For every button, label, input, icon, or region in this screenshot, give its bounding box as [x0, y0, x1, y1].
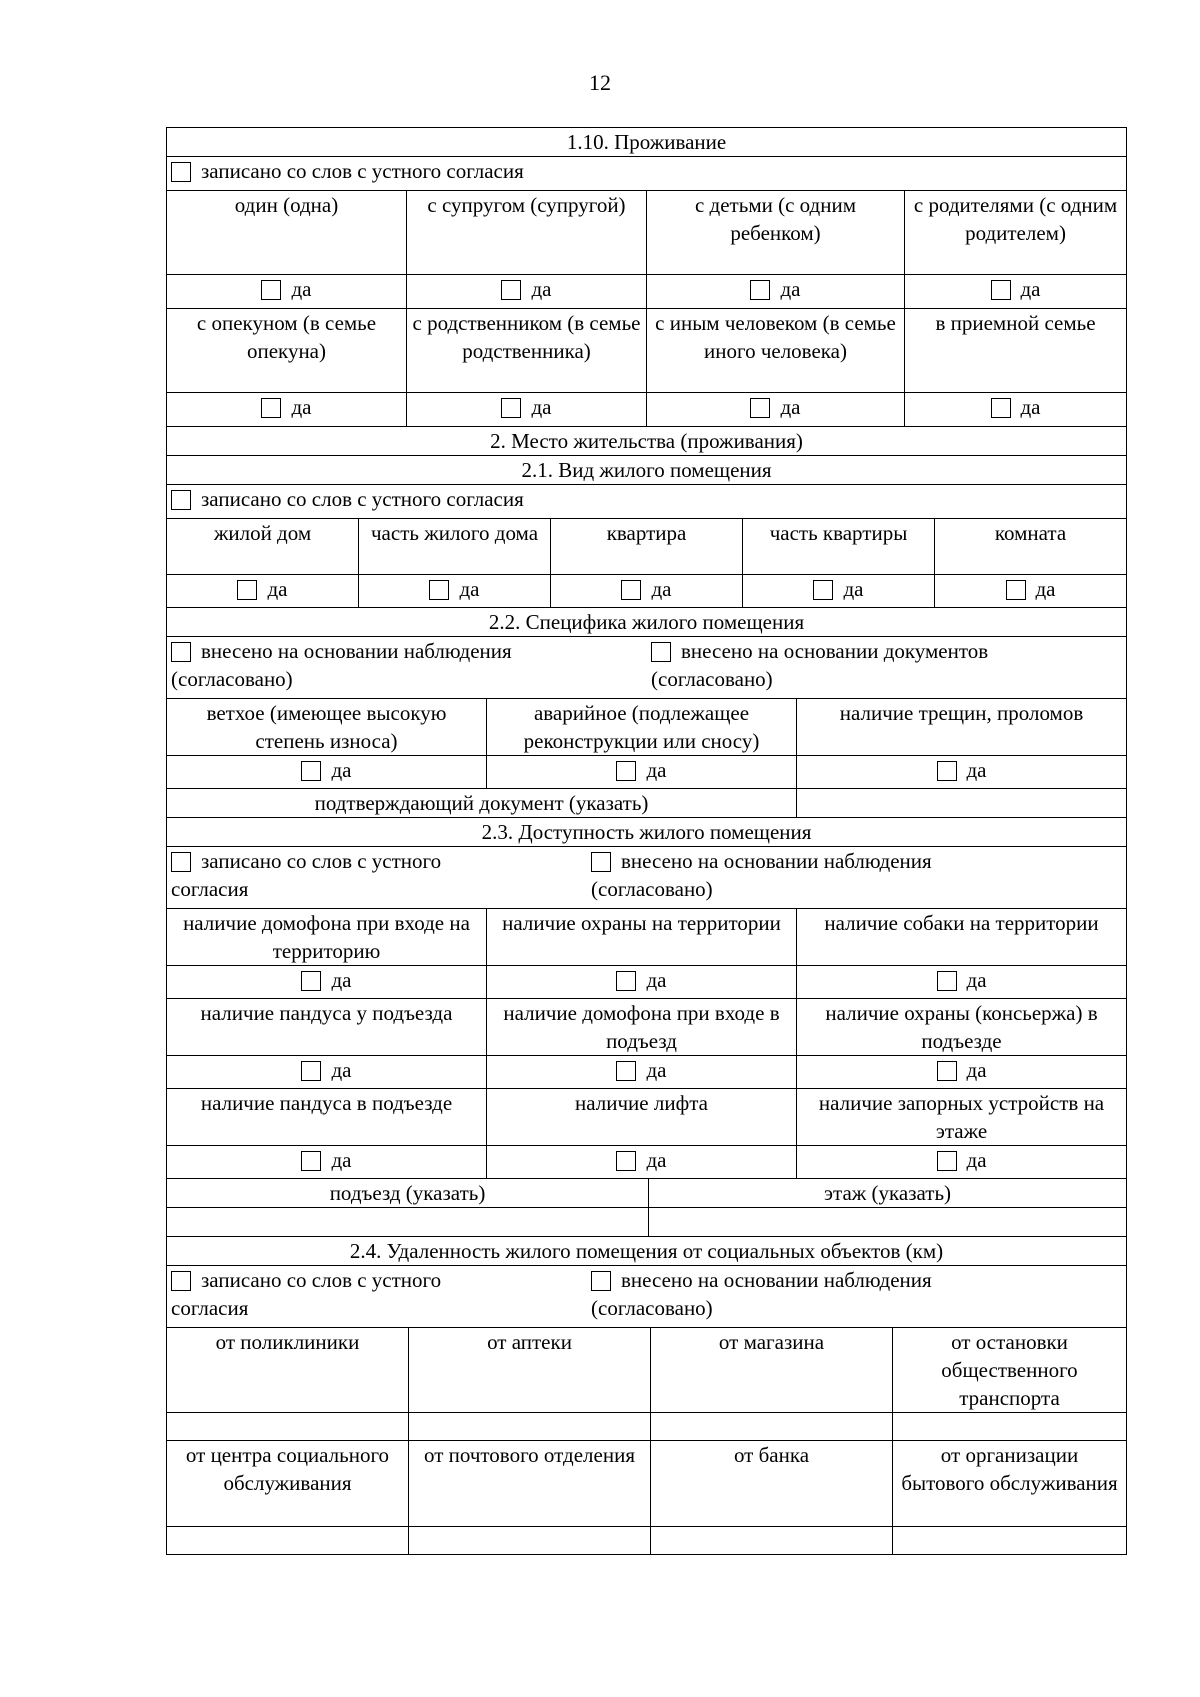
distance-input[interactable]	[167, 1413, 409, 1441]
yes-cell: да	[647, 393, 905, 427]
observation-option: внесено на основании наблюдения (согласовано)	[591, 849, 932, 901]
option-label: наличие пандуса в подъезде	[167, 1089, 487, 1146]
yes-cell: да	[647, 275, 905, 309]
checkbox[interactable]	[301, 1151, 321, 1171]
checkbox[interactable]	[301, 761, 321, 781]
yes-cell: да	[359, 575, 551, 608]
checkbox[interactable]	[171, 1271, 191, 1291]
source-row	[167, 1266, 1127, 1328]
checkbox[interactable]	[171, 162, 191, 182]
entrance-input[interactable]	[167, 1208, 649, 1237]
checkbox[interactable]	[616, 761, 636, 781]
yes-cell: да	[797, 1146, 1127, 1179]
checkbox[interactable]	[171, 852, 191, 872]
option-label: наличие охраны (консьержа) в подъезде	[797, 999, 1127, 1056]
yes-cell: да	[487, 966, 797, 999]
option-label: ветхое (имеющее высокую степень износа)	[167, 699, 487, 756]
section-2-2-table	[166, 607, 1127, 818]
checkbox[interactable]	[501, 398, 521, 418]
option-label: наличие охраны на территории	[487, 909, 797, 966]
yes-cell: да	[167, 756, 487, 789]
distance-label: от поликлиники	[167, 1328, 409, 1413]
yes-cell: да	[905, 393, 1127, 427]
section-1-10-table	[166, 127, 1127, 456]
consent-option: записано со слов с устного согласия	[171, 849, 442, 901]
option-label: в приемной семье	[905, 309, 1127, 393]
distance-input[interactable]	[651, 1527, 893, 1555]
checkbox[interactable]	[501, 280, 521, 300]
checkbox[interactable]	[429, 580, 449, 600]
option-label: квартира	[551, 519, 743, 575]
floor-label: этаж (указать)	[649, 1179, 1127, 1208]
checkbox[interactable]	[591, 1271, 611, 1291]
distance-input[interactable]	[167, 1527, 409, 1555]
yes-cell: да	[167, 966, 487, 999]
distance-label: от организации бытового обслуживания	[893, 1441, 1127, 1527]
checkbox[interactable]	[937, 971, 957, 991]
checkbox[interactable]	[937, 1061, 957, 1081]
yes-cell: да	[167, 1056, 487, 1089]
option-label: жилой дом	[167, 519, 359, 575]
checkbox[interactable]	[616, 1151, 636, 1171]
checkbox[interactable]	[937, 1151, 957, 1171]
checkbox[interactable]	[750, 280, 770, 300]
yes-cell: да	[167, 575, 359, 608]
option-label: наличие запорных устройств на этаже	[797, 1089, 1127, 1146]
yes-cell: да	[487, 1146, 797, 1179]
option-label: часть жилого дома	[359, 519, 551, 575]
checkbox[interactable]	[171, 490, 191, 510]
yes-cell: да	[551, 575, 743, 608]
checkbox[interactable]	[261, 280, 281, 300]
checkbox[interactable]	[621, 580, 641, 600]
distance-input[interactable]	[893, 1527, 1127, 1555]
distance-label: от банка	[651, 1441, 893, 1527]
distance-input[interactable]	[651, 1413, 893, 1441]
section-title: 2.1. Вид жилого помещения	[167, 456, 1127, 485]
page-number: 12	[589, 70, 611, 95]
option-label: наличие домофона при входе на территорию	[167, 909, 487, 966]
option-label: часть квартиры	[743, 519, 935, 575]
checkbox[interactable]	[171, 642, 191, 662]
distance-label: от магазина	[651, 1328, 893, 1413]
section-title: 2.2. Специфика жилого помещения	[167, 608, 1127, 637]
option-label: с супругом (супругой)	[407, 191, 647, 275]
option-label: с детьми (с одним ребенком)	[647, 191, 905, 275]
consent-row: записано со слов с устного согласия	[167, 485, 1127, 519]
observation-option: внесено на основании наблюдения (согласовано)	[591, 1268, 932, 1320]
yes-cell: да	[167, 393, 407, 427]
option-label: с иным человеком (в семье иного человека)	[647, 309, 905, 393]
source-row	[167, 847, 1127, 909]
checkbox[interactable]	[616, 1061, 636, 1081]
yes-cell: да	[487, 1056, 797, 1089]
consent-row: записано со слов с устного согласия	[167, 157, 1127, 191]
checkbox[interactable]	[301, 971, 321, 991]
entrance-label: подъезд (указать)	[167, 1179, 649, 1208]
checkbox[interactable]	[651, 642, 671, 662]
yes-cell: да	[167, 1146, 487, 1179]
yes-cell: да	[487, 756, 797, 789]
section-title: 2. Место жительства (проживания)	[167, 427, 1127, 456]
yes-cell: да	[797, 756, 1127, 789]
distance-label: от почтового отделения	[409, 1441, 651, 1527]
doc-label: подтверждающий документ (указать)	[167, 789, 797, 818]
distance-input[interactable]	[893, 1413, 1127, 1441]
checkbox[interactable]	[937, 761, 957, 781]
distance-input[interactable]	[409, 1527, 651, 1555]
consent-option: записано со слов с устного согласия	[171, 1268, 442, 1320]
checkbox[interactable]	[616, 971, 636, 991]
yes-cell: да	[905, 275, 1127, 309]
option-label: комната	[935, 519, 1127, 575]
option-label: наличие лифта	[487, 1089, 797, 1146]
housing-form	[166, 127, 1126, 1555]
checkbox[interactable]	[237, 580, 257, 600]
section-2-1-table	[166, 455, 1127, 608]
checkbox[interactable]	[591, 852, 611, 872]
checkbox[interactable]	[261, 398, 281, 418]
option-label: с родственником (в семье родственника)	[407, 309, 647, 393]
option-label: наличие трещин, проломов	[797, 699, 1127, 756]
yes-cell: да	[407, 275, 647, 309]
yes-cell: да	[167, 275, 407, 309]
checkbox[interactable]	[1006, 580, 1026, 600]
option-label: с родителями (с одним родителем)	[905, 191, 1127, 275]
option-label: наличие собаки на территории	[797, 909, 1127, 966]
floor-input[interactable]	[649, 1208, 1127, 1237]
section-title: 2.4. Удаленность жилого помещения от социальных объектов (км)	[167, 1237, 1127, 1266]
checkbox[interactable]	[301, 1061, 321, 1081]
option-label: один (одна)	[167, 191, 407, 275]
distance-label: от остановки общественного транспорта	[893, 1328, 1127, 1413]
option-label: аварийное (подлежащее реконструкции или сносу)	[487, 699, 797, 756]
checkbox[interactable]	[991, 280, 1011, 300]
distance-input[interactable]	[409, 1413, 651, 1441]
yes-cell: да	[797, 1056, 1127, 1089]
option-label: наличие домофона при входе в подъезд	[487, 999, 797, 1056]
source-row	[167, 637, 1127, 699]
yes-cell: да	[797, 966, 1127, 999]
section-2-4-table	[166, 1236, 1127, 1555]
doc-input[interactable]	[797, 789, 1127, 818]
section-title: 2.3. Доступность жилого помещения	[167, 818, 1127, 847]
checkbox[interactable]	[750, 398, 770, 418]
option-label: наличие пандуса у подъезда	[167, 999, 487, 1056]
checkbox[interactable]	[813, 580, 833, 600]
distance-label: от аптеки	[409, 1328, 651, 1413]
distance-label: от центра социального обслуживания	[167, 1441, 409, 1527]
option-label: с опекуном (в семье опекуна)	[167, 309, 407, 393]
section-2-3-table	[166, 817, 1127, 1237]
section-title: 1.10. Проживание	[167, 128, 1127, 157]
observation-option: внесено на основании наблюдения (согласовано)	[171, 639, 512, 691]
yes-cell: да	[743, 575, 935, 608]
yes-cell: да	[407, 393, 647, 427]
documents-option: внесено на основании документов (согласовано)	[651, 639, 989, 691]
yes-cell: да	[935, 575, 1127, 608]
checkbox[interactable]	[991, 398, 1011, 418]
